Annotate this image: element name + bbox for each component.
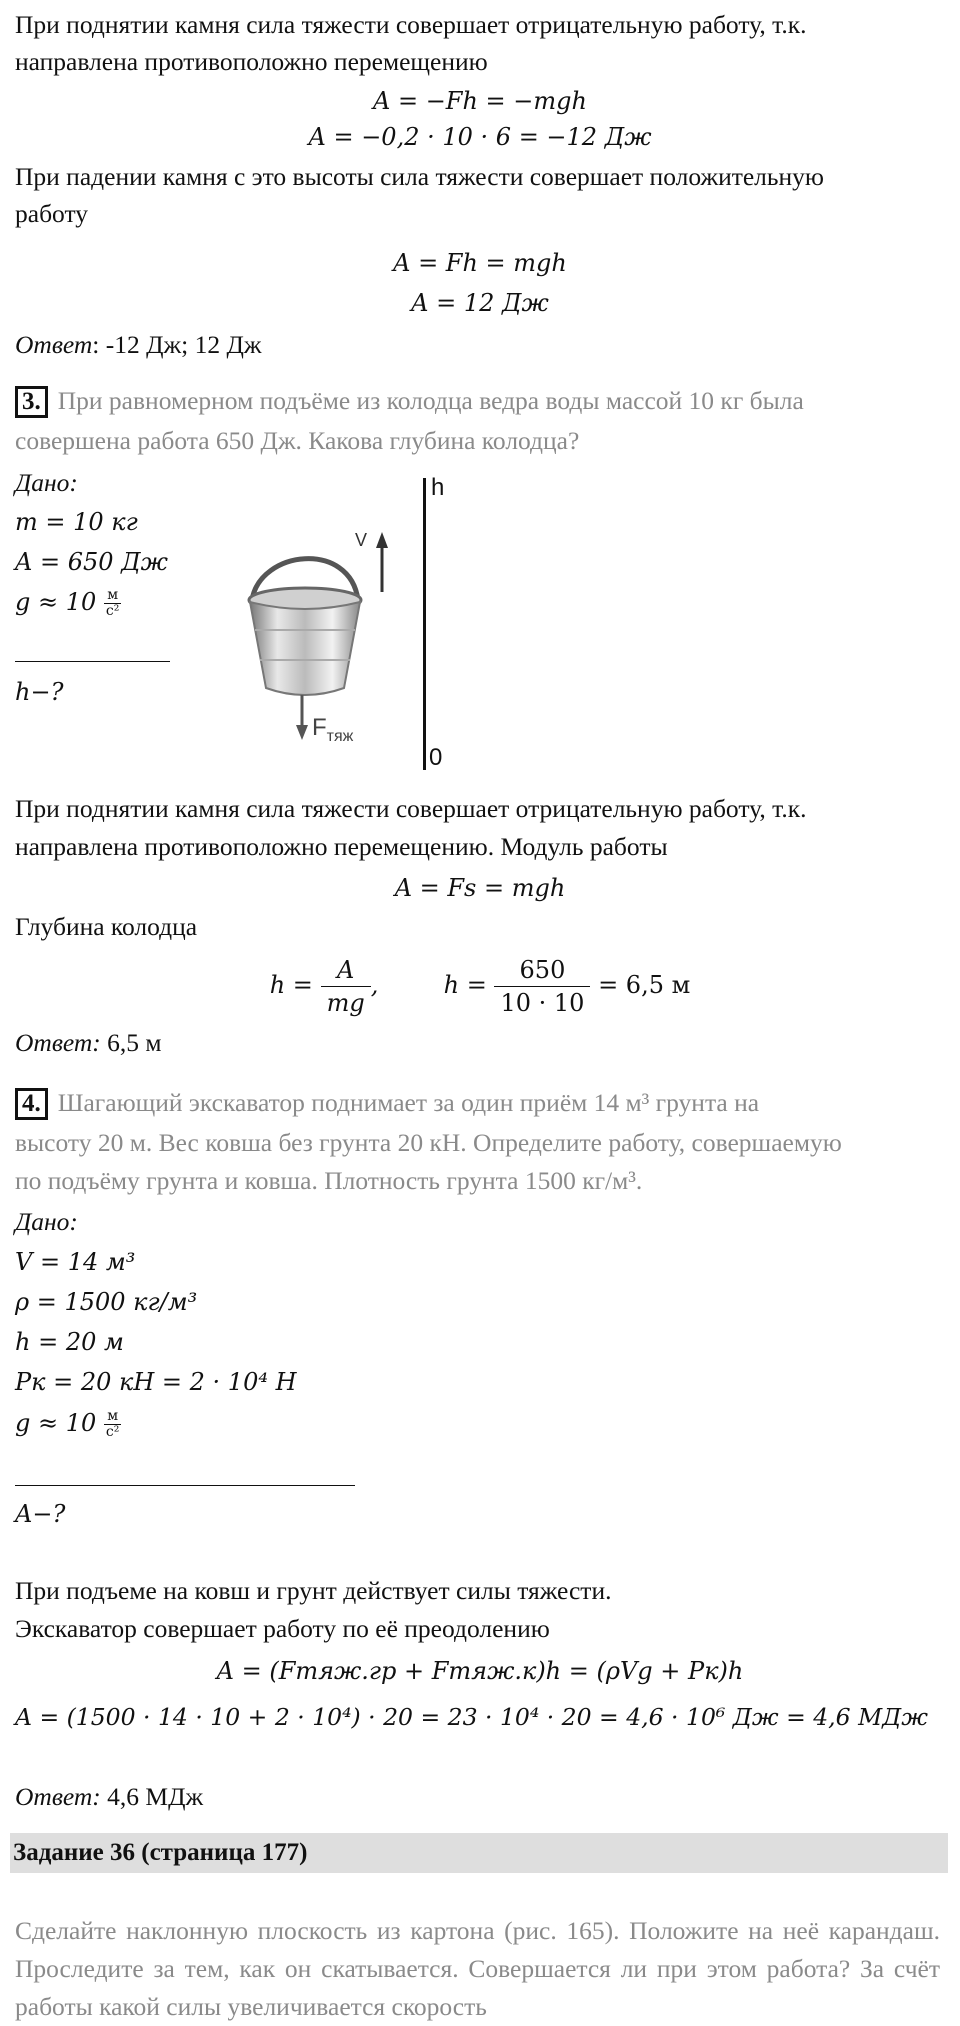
task3-question-line2: совершена работа 650 Дж. Какова глубина колодца? [15,426,580,455]
given-label: Дано: [15,1207,78,1236]
find: A−? [15,1500,66,1528]
text-line: Глубина колодца [15,912,198,941]
frac-num: 650 [494,954,590,987]
force-sub: тяж [326,727,354,745]
bucket-body [250,602,360,695]
divider [15,1485,355,1486]
text-line: направлена противоположно перемещению. Модуль работы [15,832,668,861]
result: = 6,5 м [598,971,691,999]
given-label: Дано: [15,468,78,497]
frac-num: A [321,954,371,987]
answer-value: : -12 Дж; 12 Дж [92,330,262,359]
velocity-label: V [355,530,368,550]
text-line: направлена противоположно перемещению [15,47,488,76]
answer-value: 4,6 МДж [100,1782,204,1811]
equation: A = 12 Дж [411,289,549,317]
eq-lhs: h = [443,971,487,999]
section-title: Задание 36 (страница 177) [13,1839,308,1866]
answer [15,1026,950,1060]
section-header [10,1833,948,1873]
task-number: 4. [15,1088,48,1120]
answer [15,328,950,362]
text-line: При падении камня с это высоты сила тяжести совершает положительную [15,162,824,191]
force-letter: F [312,714,327,741]
given-item: ρ = 1500 кг/м³ [15,1288,198,1316]
equation: A = Fh = mgh [393,249,567,277]
section-text: Сделайте наклонную плоскость из картона (рис. 165). Положите на неё карандаш. Проследите за тем, как он скатывается. Совершается ли при этом работа? За счёт работы какой силы увеличивается скорость [15,1916,940,2021]
unit-den: с² [105,603,120,619]
equation: A = (1500 · 14 · 10 + 2 · 10⁴) · 20 = 23 · 10⁴ · 20 = 4,6 · 10⁶ Дж = 4,6 МДж [15,1703,928,1731]
text-line: Экскаватор совершает работу по её преодолению [15,1614,550,1643]
find: h−? [15,678,64,706]
given-item: h = 20 м [15,1328,124,1356]
height-axis [423,478,426,770]
frac-den: 10 · 10 [500,989,585,1017]
equation-fraction [0,950,960,1020]
unit-num: м [104,588,121,604]
comma: , [370,971,379,999]
answer-value: 6,5 м [100,1028,162,1057]
task3-question-line1 [15,384,950,418]
given-item: m = 10 кг [15,508,138,536]
equation: A = (Fтяж.гр + Fтяж.к)h = (ρVg + Pк)h [216,1657,744,1685]
unit-fraction [104,1409,121,1440]
answer-label: Ответ [15,330,93,359]
frac-den: mg [326,989,365,1017]
given-item [15,1406,950,1440]
task4-question-line2: высоту 20 м. Вес ковша без грунта 20 кН. Определите работу, совершаемую [15,1128,842,1157]
question-text: Шагающий экскаватор поднимает за один приём 14 м³ грунта на [57,1088,760,1117]
equation: A = −0,2 · 10 · 6 = −12 Дж [308,123,652,151]
unit-den: с² [105,1424,120,1440]
given-text: g ≈ 10 [15,588,97,616]
gravity-label [312,714,353,746]
text-line: При поднятии камня сила тяжести совершает отрицательную работу, т.к. [15,10,807,39]
question-text: При равномерном подъёме из колодца ведра воды массой 10 кг была [57,386,804,415]
given-item [15,585,950,619]
equation: A = Fs = mgh [394,874,566,902]
given-item: Pк = 20 кН = 2 · 10⁴ Н [15,1368,297,1396]
given-text: g ≈ 10 [15,1409,97,1437]
task4-question-line1 [15,1086,950,1120]
given-item: A = 650 Дж [15,548,168,576]
axis-label-h: h [431,474,445,501]
equation: A = −Fh = −mgh [373,87,587,115]
answer [15,1780,950,1814]
answer-label: Ответ: [15,1028,101,1057]
fraction [494,954,590,1019]
task-number: 3. [15,386,48,418]
eq-lhs: h = [269,971,313,999]
unit-fraction [104,588,121,619]
answer-label: Ответ: [15,1782,101,1811]
text-line: При подъеме на ковш и грунт действует силы тяжести. [15,1576,612,1605]
unit-num: м [104,1409,121,1425]
task4-question-line3: по подъёму грунта и ковша. Плотность грунта 1500 кг/м³. [15,1166,643,1195]
text-line: При поднятии камня сила тяжести совершает отрицательную работу, т.к. [15,794,807,823]
divider [15,661,170,662]
axis-label-0: 0 [429,744,443,771]
given-item: V = 14 м³ [15,1248,136,1276]
fraction [321,954,371,1019]
text-line: работу [15,199,89,228]
